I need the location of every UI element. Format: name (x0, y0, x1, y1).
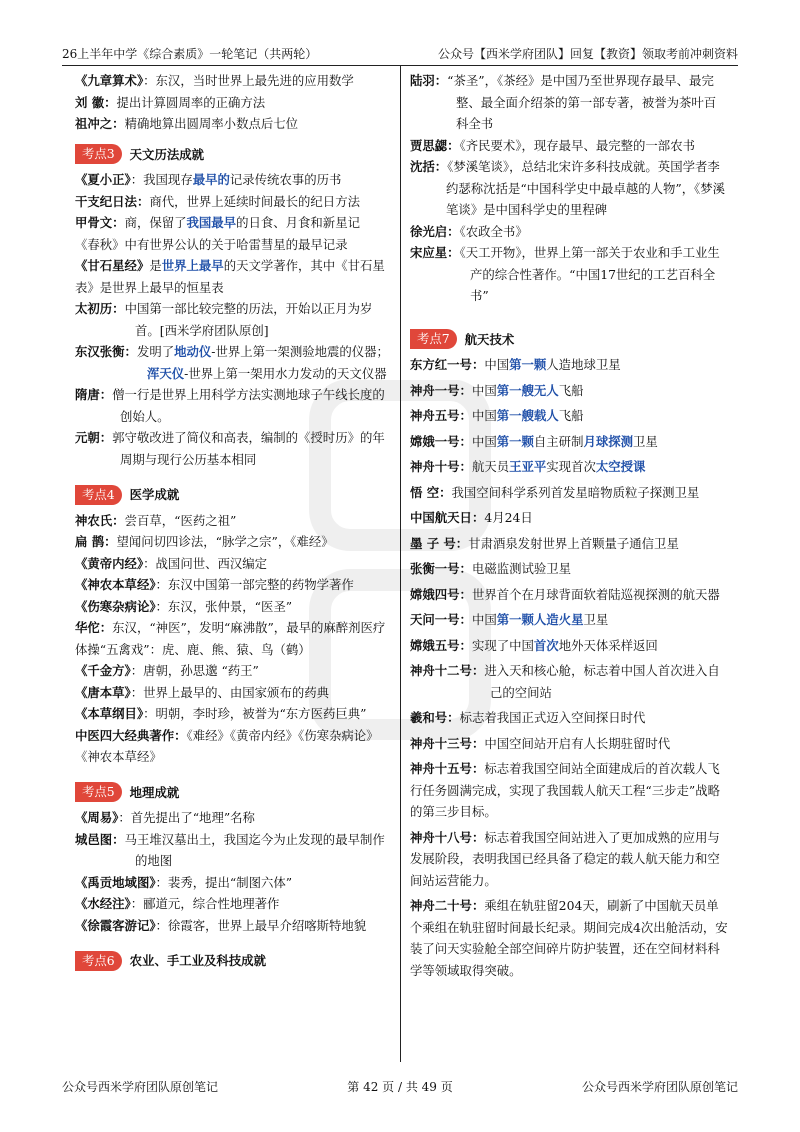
list-item: 东方红一号：中国第一颗人造地球卫星 (410, 357, 621, 372)
page-header (62, 38, 738, 66)
section-badge: 考点6 (75, 951, 122, 971)
column-divider (400, 66, 401, 1062)
page-footer (62, 1078, 738, 1095)
list-item: 嫦娥一号：中国第一颗自主研制月球探测卫星 (410, 433, 658, 449)
section-heading-space (410, 329, 728, 351)
left-column (75, 70, 391, 976)
list-item: 甲骨文：商，保留了我国最早的日食、月食和新星记 (75, 215, 360, 230)
list-item: 《本草纲目》：明朝，李时珍，被誉为“东方医药巨典” (75, 706, 367, 721)
list-item: 东汉张衡：发明了地动仪-世界上第一架测验地震的仪器；浑天仪-世界上第一架用水力发动的天文仪器 (75, 344, 389, 381)
list-item: 中国航天日：4月24日 (410, 510, 533, 525)
list-item: 神舟十三号：中国空间站开启有人长期驻留时代 (410, 735, 671, 751)
section-title: 地理成就 (129, 784, 180, 800)
list-item: 《黄帝内经》：战国问世、西汉编定 (75, 555, 268, 571)
list-item: 刘 徽：提出计算圆周率的正确方法 (75, 94, 266, 110)
list-item: 《唐本草》：世界上最早的、由国家颁布的药典 (75, 684, 330, 700)
list-item: 元朝：郭守敬改进了简仪和高表，编制的《授时历》的年周期与现行公历基本相同 (75, 430, 385, 467)
section-badge: 考点3 (75, 144, 122, 164)
header-left: 26上半年中学《综合素质》一轮笔记（共两轮） (62, 47, 318, 61)
list-item: 羲和号：标志着我国正式迈入空间探日时代 (410, 710, 646, 725)
list-item: 神舟十二号：进入天和核心舱，标志着中国人首次进入自己的空间站 (410, 663, 720, 700)
list-item: 嫦娥五号：实现了中国首次地外天体采样返回 (410, 637, 658, 653)
list-item: 宋应星：《天工开物》，世界上第一部关于农业和手工业生产的综合性著作。“中国17世纪的工艺百科全书” (410, 245, 720, 303)
list-item: 城邑图：马王堆汉墓出土，我国迄今为止发现的最早制作的地图 (75, 831, 385, 868)
list-item: 神舟二十号：乘组在轨驻留204天，刷新了中国航天员单个乘组在轨驻留时间最长纪录。期间完成4次出舱活动，安装了问天实验舱全部空间碎片防护装置，还在空间材料科学等领域取得突破。 (410, 898, 728, 978)
list-item: 干支纪日法：商代，世界上延续时间最长的纪日方法 (75, 193, 360, 209)
list-item: 张衡一号：电磁监测试验卫星 (410, 561, 572, 576)
page-number: 第 42 页 / 共 49 页 (347, 1080, 453, 1094)
section-badge: 考点4 (75, 485, 122, 505)
list-item: 神舟一号：中国第一艘无人飞船 (410, 382, 584, 398)
section-title: 医学成就 (129, 487, 180, 502)
list-item: 华佗：东汉，“神医”，发明“麻沸散”，最早的麻醉剂医疗体操“五禽戏”：虎、鹿、熊、猿、鸟（鹤） (75, 620, 386, 657)
list-item: 嫦娥四号：世界首个在月球背面软着陆巡视探测的航天器 (410, 586, 720, 602)
list-item: 墨 子 号：甘肃酒泉发射世界上首颗量子通信卫星 (410, 535, 679, 551)
list-item: 《千金方》：唐朝，孙思邈 “药王” (75, 663, 259, 678)
list-item: 贾思勰：《齐民要术》，现存最早、最完整的一部农书 (410, 137, 695, 153)
list-item: 神舟十八号：标志着我国空间站进入了更加成熟的应用与发展阶段，表明我国已经具备了稳定的载人航天能力和空间站运营能力。 (410, 829, 720, 888)
geography-list (75, 807, 391, 936)
medicine-list (75, 510, 391, 768)
list-item: 陆羽：“茶圣”，《茶经》是中国乃至世界现存最早、最完整、最全面介绍茶的第一部专著，被誉为茶叶百科全书 (410, 73, 717, 131)
section-heading-agriculture (75, 950, 391, 972)
list-item: 《周易》：首先提出了“地理”名称 (75, 810, 255, 825)
list-item: 神农氏：尝百草，“医药之祖” (75, 512, 237, 528)
section-badge: 考点7 (410, 329, 457, 349)
space-list (410, 354, 728, 981)
list-item: 《禹贡地域图》：裴秀，提出“制图六体” (75, 874, 293, 890)
header-right: 公众号【西米学府团队】回复【教资】领取考前冲刺资料 (437, 47, 738, 61)
agriculture-list (410, 70, 728, 307)
list-item: 祖冲之：精确地算出圆周率小数点后七位 (75, 116, 299, 131)
section-heading-geography (75, 782, 391, 804)
list-item: 隋唐：僧一行是世界上用科学方法实测地球子午线长度的创始人。 (75, 387, 385, 424)
list-item: 《伤寒杂病论》：东汉，张仲景，“医圣” (75, 598, 293, 614)
list-item: 《水经注》：郦道元，综合性地理著作 (75, 896, 280, 911)
list-item: 扁 鹊：望闻问切四诊法，“脉学之宗”，《难经》 (75, 534, 334, 549)
section-badge: 考点5 (75, 782, 122, 802)
list-item: 《夏小正》：我国现存最早的记录传统农事的历书 (75, 172, 342, 187)
footer-right: 公众号西米学府团队原创笔记 (581, 1080, 738, 1094)
list-item: 神舟五号：中国第一艘载人飞船 (410, 408, 584, 423)
list-item: 中医四大经典著作：《难经》《黄帝内经》《伤寒杂病论》《神农本草经》 (75, 727, 379, 764)
math-list (75, 70, 391, 135)
list-item: 天问一号：中国第一颗人造火星卫星 (410, 612, 609, 627)
list-item: 《神农本草经》：东汉中国第一部完整的药物学著作 (75, 577, 354, 592)
list-item: 徐光启：《农政全书》 (410, 223, 528, 239)
list-item: 神舟十号：航天员王亚平实现首次太空授课 (410, 459, 646, 474)
right-column (410, 70, 728, 985)
list-item: 《甘石星经》是世界上最早的天文学著作，其中《甘石星表》是世界上最早的恒星表 (75, 258, 385, 295)
list-item: 神舟十五号：标志着我国空间站全面建成后的首次载人飞行任务圆满完成，实现了我国载人航天工程“三步走”战略的第三步目标。 (410, 761, 721, 819)
section-title: 农业、手工业及科技成就 (129, 953, 266, 968)
list-item: 《徐霞客游记》：徐霞客，世界上最早介绍喀斯特地貌 (75, 917, 367, 933)
section-heading-medicine (75, 484, 391, 506)
section-heading-astronomy (75, 144, 391, 166)
list-item: 悟 空：我国空间科学系列首发星暗物质粒子探测卫星 (410, 484, 700, 500)
list-item: 沈括：《梦溪笔谈》，总结北宋许多科技成就。英国学者李约瑟称沈括是“中国科学史中最卓越的人物”，《梦溪笔谈》是中国科学史的里程碑 (410, 159, 726, 217)
astronomy-list (75, 169, 391, 470)
list-item: 《九章算术》：东汉，当时世界上最先进的应用数学 (75, 73, 354, 88)
list-item: 《春秋》中有世界公认的关于哈雷彗星的最早记录 (75, 236, 348, 252)
list-item: 太初历：中国第一部比较完整的历法，开始以正月为岁首。[西米学府团队原创] (75, 301, 373, 338)
footer-left: 公众号西米学府团队原创笔记 (62, 1080, 219, 1094)
section-title: 航天技术 (464, 331, 515, 347)
section-title: 天文历法成就 (129, 146, 205, 162)
